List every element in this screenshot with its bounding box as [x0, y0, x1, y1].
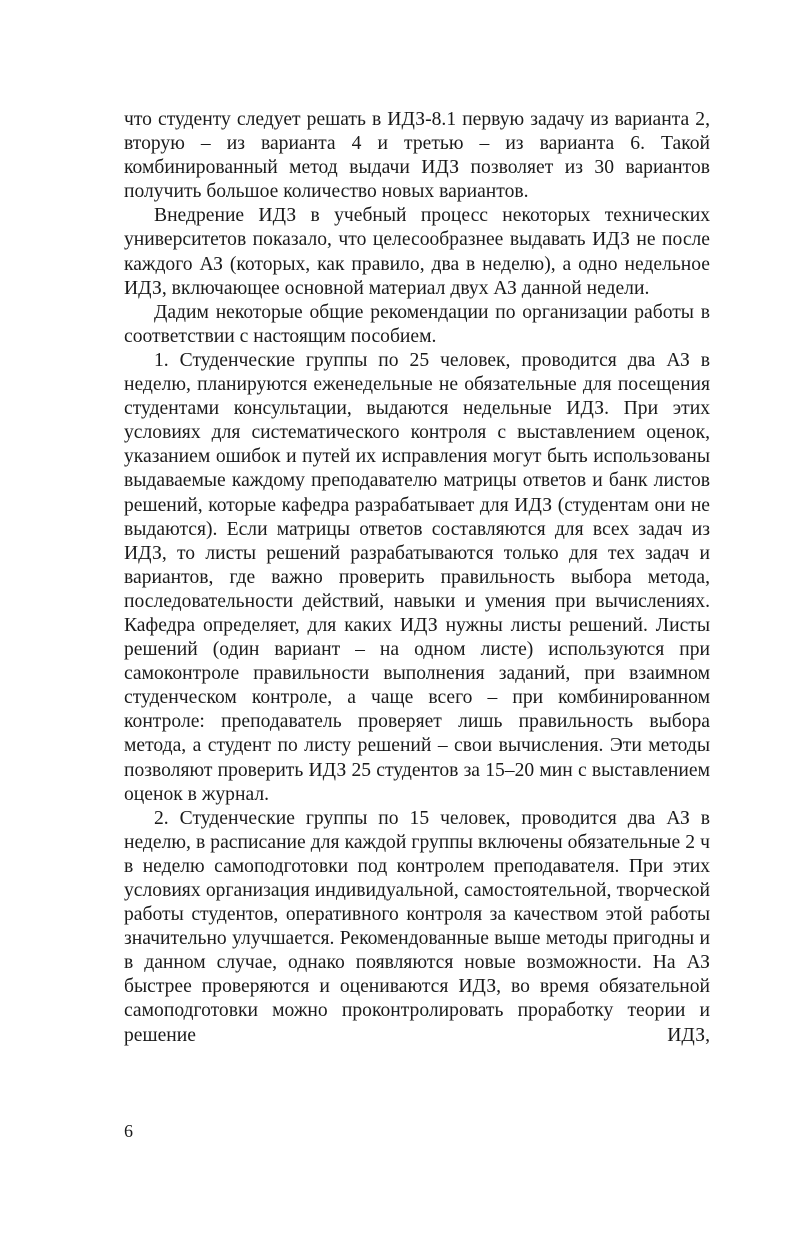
paragraph-item-1: 1. Студенческие группы по 25 человек, проводится два АЗ в неделю, планируются еженедельные не обязательные для посещения студентами консультации, выдаются недельные ИДЗ. При этих условиях для систематического контроля с выставлением оценок, указанием ошибок и путей их исправления могут быть использованы выдаваемые каждому преподавателю матрицы ответов и банк листов решений, которые кафедра разрабатывает для ИДЗ (студентам они не выдаются). Если матрицы ответов составляются для всех задач из ИДЗ, то листы решений разрабатываются только для тех задач и вариантов, где важно проверить правильность выбора метода, последовательности действий, навыки и умения при вычислениях. Кафедра определяет, для каких ИДЗ нужны листы решений. Листы решений (один вариант – на одном листе) используются при самоконтроле правильности выполнения заданий, при взаимном студенческом контроле, а чаще всего – при комбинированном контроле: преподаватель проверяет лишь правильность выбора метода, а студент по листу решений – свои вычисления. Эти методы позволяют проверить ИДЗ 25 студентов за 15–20 мин с выставлением оценок в журнал. — [124, 349, 710, 805]
paragraph-ids-introduction: Внедрение ИДЗ в учебный процесс некоторых технических университетов показало, что целесообразнее выдавать ИДЗ не после каждого АЗ (которых, как правило, два в неделю), а одно недельное ИДЗ, включающее основной материал двух АЗ данной недели. — [124, 205, 710, 299]
paragraph-continuation: что студенту следует решать в ИДЗ-8.1 первую задачу из варианта 2, вторую – из варианта 4 и третью – из варианта 6. Такой комбинированный метод выдачи ИДЗ позволяет из 30 вариантов получить большое количество новых вариантов. — [124, 109, 710, 203]
body-text — [124, 108, 710, 1048]
page-number: 6 — [124, 1121, 133, 1141]
paragraph-item-2: 2. Студенческие группы по 15 человек, проводится два АЗ в неделю, в расписание для каждой группы включены обязательные 2 ч в неделю самоподготовки под контролем преподавателя. При этих условиях организация индивидуальной, самостоятельной, творческой работы студентов, оперативного контроля за качеством этой работы значительно улучшается. Рекомендованные выше методы пригодны и в данном случае, однако появляются новые возможности. На АЗ быстрее проверяются и оцениваются ИДЗ, во время обязательной самоподготовки можно проконтролировать проработку теории и решение ИДЗ, — [124, 807, 710, 1046]
paragraph-recommendations-intro: Дадим некоторые общие рекомендации по организации работы в соответствии с настоящим пособием. — [124, 301, 710, 347]
